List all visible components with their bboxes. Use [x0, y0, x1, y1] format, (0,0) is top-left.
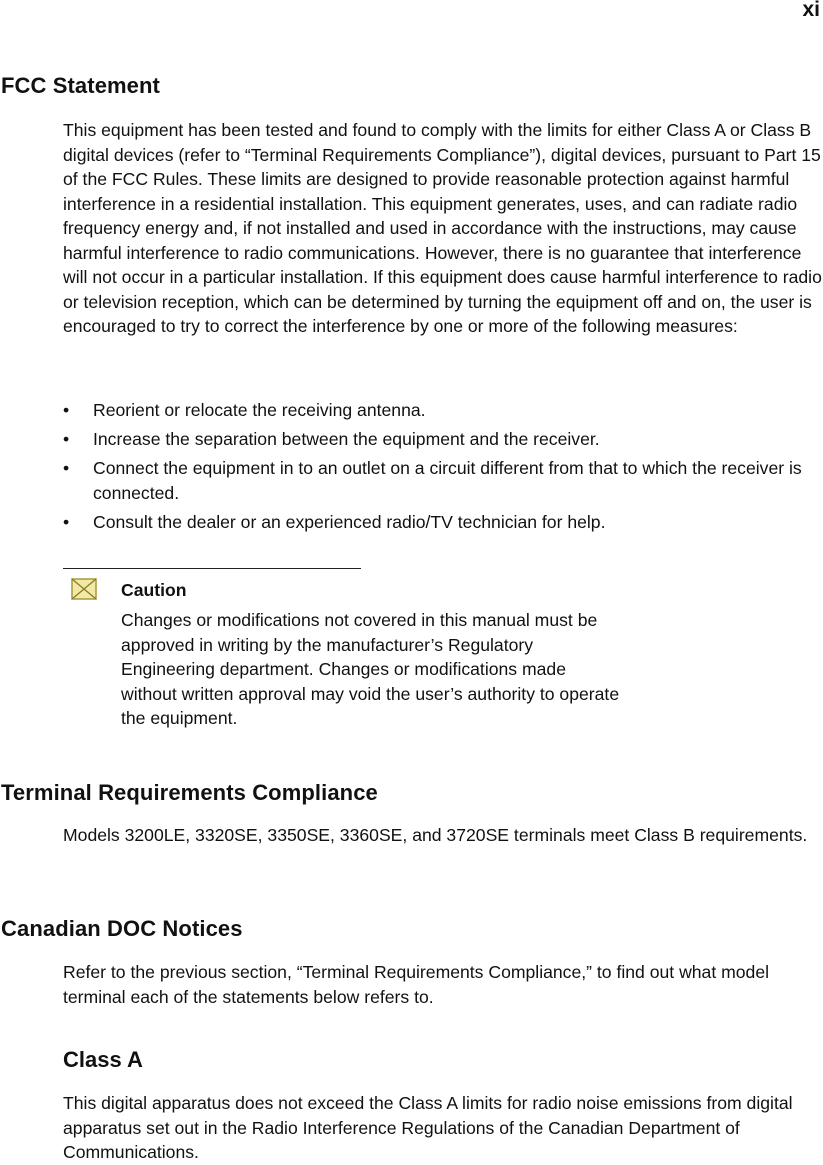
list-item-text: Reorient or relocate the receiving antenna. [93, 400, 426, 420]
fcc-statement-paragraph: This equipment has been tested and found to comply with the limits for either Class A or Class B digital devices (refer to “Terminal Requirements Compliance”), digital devices, pursuant to Part 15 of the FCC Rules. These limits are designed to provide reasonable protection against harmful interference in a residential installation. This equipment generates, uses, and can radiate radio frequency energy and, if not installed and used in accordance with the instructions, may cause harmful interference to radio communications. However, there is no guarantee that interference will not occur in a particular installation. If this equipment does cause harmful interference to radio or television reception, which can be determined by turning the equipment off and on, the user is encouraged to try to correct the interference by one or more of the following measures: [63, 120, 822, 336]
list-item [63, 456, 823, 505]
caution-divider [63, 568, 361, 569]
bullet-marker: • [63, 458, 70, 478]
class-a-heading: Class A [63, 1047, 143, 1072]
list-item [63, 427, 823, 452]
fcc-measures-list [63, 398, 823, 539]
bullet-marker: • [63, 429, 70, 449]
list-item-text: Consult the dealer or an experienced radio/TV technician for help. [93, 511, 606, 532]
class-a-paragraph: This digital apparatus does not exceed the Class A limits for radio noise emissions from digital apparatus set out in the Radio Interference Regulations of the Canadian Department of Communications. [63, 1093, 793, 1162]
list-item [63, 398, 823, 423]
caution-title: Caution [121, 580, 187, 600]
caution-text: Changes or modifications not covered in this manual must be approved in writing by the manufacturer’s Regulatory Engineering department. Changes or modifications made without written approval may void the user’s authority to operate the equipment. [121, 610, 620, 728]
terminal-requirements-heading: Terminal Requirements Compliance [1, 780, 378, 805]
canadian-doc-heading: Canadian DOC Notices [1, 916, 243, 941]
bullet-marker: • [63, 400, 70, 420]
terminal-requirements-paragraph: Models 3200LE, 3320SE, 3350SE, 3360SE, and 3720SE terminals meet Class B requirements. [63, 825, 808, 845]
canadian-doc-paragraph: Refer to the previous section, “Terminal Requirements Compliance,” to find out what model terminal each of the statements below refers to. [63, 962, 770, 1007]
bullet-marker: • [63, 511, 70, 532]
list-item [63, 510, 823, 535]
list-item-text: Connect the equipment in to an outlet on a circuit different from that to which the receiver is connected. [93, 458, 802, 503]
fcc-statement-heading: FCC Statement [1, 73, 160, 98]
page-number: xi [802, 0, 820, 21]
list-item-text: Increase the separation between the equipment and the receiver. [93, 429, 600, 449]
caution-icon [71, 578, 97, 605]
